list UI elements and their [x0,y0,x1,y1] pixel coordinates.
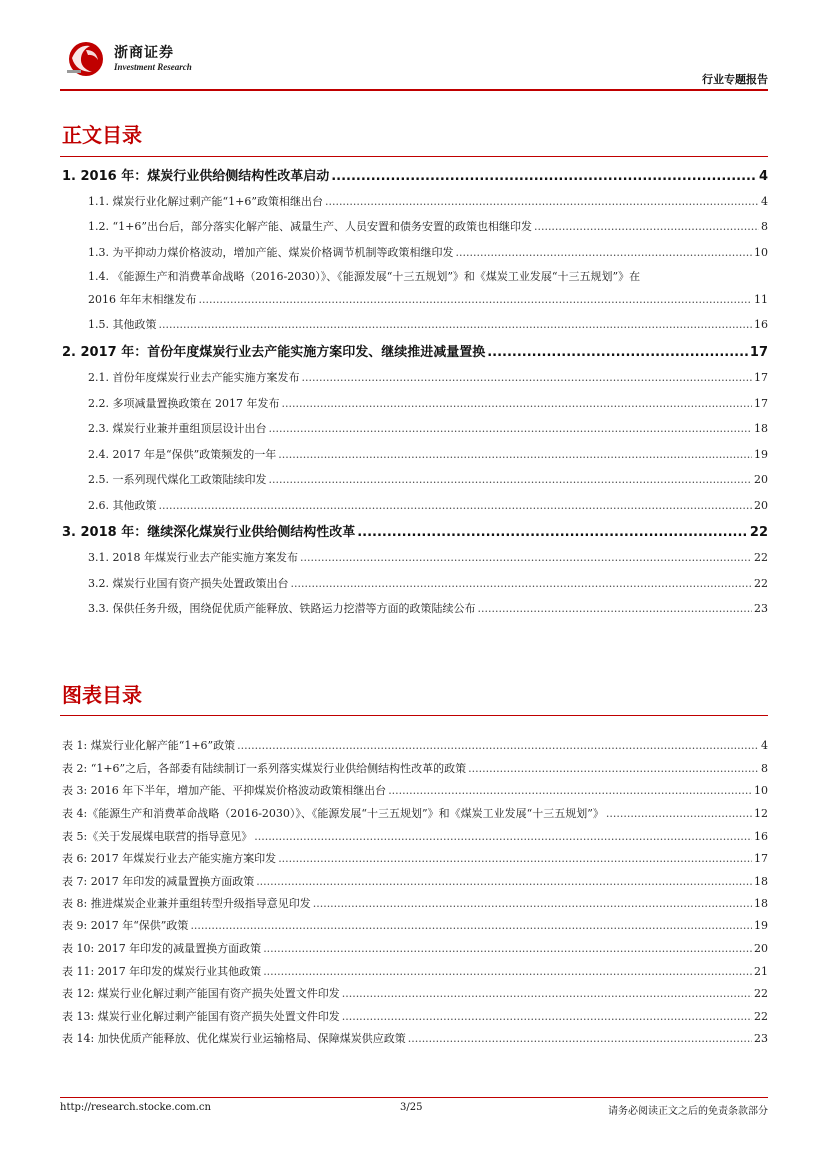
toc-entry-label-line2: 2016 年年末相继发布 [88,293,197,306]
leader-dots [269,473,753,486]
figure-entry[interactable] [62,782,768,798]
figure-entry-page: 19 [754,919,768,932]
toc-entry-page: 22 [749,525,768,540]
figure-entry[interactable] [62,1030,768,1046]
footer-disclaimer: 请务必阅读正文之后的免责条款部分 [608,1106,768,1117]
figures-title-divider [60,715,768,716]
figure-entry[interactable] [62,963,768,979]
page-header [60,38,768,88]
figure-entry-page: 12 [754,807,768,820]
toc-entry-label: 3.1. 2018 年煤炭行业去产能实施方案发布 [88,551,298,564]
figure-entry[interactable] [62,737,768,753]
leader-dots [477,602,752,615]
figure-entry-page: 8 [761,762,768,775]
figure-entry-page: 18 [754,897,768,910]
leader-dots [606,807,752,820]
toc-entry[interactable] [88,549,768,565]
company-name-en: Investment Research [114,62,192,72]
toc-entry[interactable] [62,521,768,540]
leader-dots [190,919,752,932]
figure-entry[interactable] [62,940,768,956]
figure-entry-label: 表 11: 2017 年印发的煤炭行业其他政策 [62,965,262,978]
figure-entry[interactable] [62,828,768,844]
figure-entry-page: 17 [754,852,768,865]
figure-entry-label: 表 14: 加快优质产能释放、优化煤炭行业运输格局、保障煤炭供应政策 [62,1032,406,1045]
toc-entry-page: 20 [754,473,768,486]
leader-dots [159,318,753,331]
figure-entry-page: 22 [754,987,768,1000]
toc-entry-page: 17 [749,345,768,360]
company-name-cn: 浙商证券 [114,45,174,61]
toc-entry-label: 2.5. 一系列现代煤化工政策陆续印发 [88,473,267,486]
toc-entry-page: 22 [754,577,768,590]
leader-dots [199,293,753,306]
zheshang-logo-icon [64,38,108,78]
footer-divider [60,1097,768,1098]
toc-entry-page: 11 [754,293,768,306]
leader-dots [325,195,759,208]
toc-entry-label: 3.3. 保供任务升级，围绕促优质产能释放、铁路运力挖潜等方面的政策陆续公布 [88,602,476,615]
leader-dots [342,1010,752,1023]
leader-dots [281,397,752,410]
leader-dots [331,169,757,184]
leader-dots [159,499,753,512]
figure-entry-label: 表 13: 煤炭行业化解过剩产能国有资产损失处置文件印发 [62,1010,340,1023]
leader-dots [256,875,752,888]
toc-entry-page: 8 [761,220,768,233]
figure-entry[interactable] [62,760,768,776]
toc-entry-page: 16 [754,318,768,331]
figure-entry-label: 表 5:《关于发展煤电联营的指导意见》 [62,830,253,843]
figure-entry-label: 表 1: 煤炭行业化解产能“1+6”政策 [62,739,236,752]
toc-entry[interactable] [88,193,768,209]
figure-entry-label: 表 3: 2016 年下半年，增加产能、平抑煤炭价格波动政策相继出台 [62,784,387,797]
figure-entry-label: 表 4:《能源生产和消费革命战略（2016-2030）》、《能源发展“十三五规划”》和《煤炭工业发展“十三五规划”》 [62,807,604,820]
leader-dots [534,220,759,233]
toc-entry-label: 1.2. “1+6”出台后，部分落实化解产能、减量生产、人员安置和债务安置的政策也相继印发 [88,220,532,233]
report-type: 行业专题报告 [702,73,768,86]
toc-entry-label: 1.5. 其他政策 [88,318,157,331]
leader-dots [263,942,752,955]
leader-dots [278,852,752,865]
toc-entry-label: 1.1. 煤炭行业化解过剩产能“1+6”政策相继出台 [88,195,323,208]
leader-dots [388,784,752,797]
toc-entry-page: 19 [754,448,768,461]
toc-entry-page: 18 [754,422,768,435]
toc-entry-label: 2.6. 其他政策 [88,499,157,512]
figure-entry-page: 22 [754,1010,768,1023]
leader-dots [302,371,753,384]
figure-entry-label: 表 8: 推进煤炭企业兼并重组转型升级指导意见印发 [62,897,311,910]
figure-entry-label: 表 7: 2017 年印发的减量置换方面政策 [62,875,255,888]
figure-entry-label: 表 6: 2017 年煤炭行业去产能实施方案印发 [62,852,277,865]
figure-entry-label: 表 12: 煤炭行业化解过剩产能国有资产损失处置文件印发 [62,987,340,1000]
toc-entry-page: 22 [754,551,768,564]
leader-dots [487,345,748,360]
toc-entry[interactable] [88,316,768,332]
toc-title: 正文目录 [62,123,142,147]
toc-entry[interactable] [88,244,768,260]
toc-entry[interactable] [62,165,768,184]
toc-entry[interactable] [88,369,768,385]
leader-dots [291,577,753,590]
leader-dots [278,448,752,461]
leader-dots [313,897,752,910]
leader-dots [468,762,759,775]
toc-entry-label: 2.3. 煤炭行业兼并重组顶层设计出台 [88,422,267,435]
toc-entry-label: 2.1. 首份年度煤炭行业去产能实施方案发布 [88,371,300,384]
toc-entry-page: 4 [761,195,768,208]
figure-entry-page: 4 [761,739,768,752]
leader-dots [357,525,748,540]
toc-entry-page: 20 [754,499,768,512]
leader-dots [263,965,752,978]
figure-entry-page: 20 [754,942,768,955]
toc-entry-page: 10 [754,246,768,259]
toc-entry-label: 2. 2017 年：首份年度煤炭行业去产能实施方案印发、继续推进减量置换 [62,345,486,360]
toc-entry-label: 1. 2016 年：煤炭行业供给侧结构性改革启动 [62,169,330,184]
figure-entry-page: 21 [754,965,768,978]
toc-entry[interactable] [88,471,768,487]
figure-entry-page: 16 [754,830,768,843]
figure-entry[interactable] [62,805,768,821]
figure-entry[interactable] [62,1008,768,1024]
toc-entry-page: 23 [754,602,768,615]
figure-entry[interactable] [62,850,768,866]
toc-entry-page: 17 [754,397,768,410]
toc-entry-page: 17 [754,371,768,384]
toc-entry[interactable] [88,600,768,616]
toc-entry[interactable] [88,395,768,411]
toc-entry[interactable] [88,575,768,591]
figure-entry-label: 表 2: “1+6”之后，各部委有陆续制订一系列落实煤炭行业供给侧结构性改革的政策 [62,762,467,775]
footer-page-number: 3/25 [400,1102,423,1113]
leader-dots [456,246,753,259]
leader-dots [269,422,753,435]
leader-dots [342,987,752,1000]
leader-dots [300,551,752,564]
toc-entry-label: 1.3. 为平抑动力煤价格波动，增加产能、煤炭价格调节机制等政策相继印发 [88,246,454,259]
figure-entry-page: 18 [754,875,768,888]
toc-entry[interactable] [88,218,768,234]
figure-entry-label: 表 9: 2017 年“保供”政策 [62,919,189,932]
leader-dots [254,830,752,843]
leader-dots [237,739,759,752]
toc-title-divider [60,156,768,157]
toc-entry-label-line1[interactable]: 1.4. 《能源生产和消费革命战略（2016-2030）》、《能源发展“十三五规划”》和《煤炭工业发展“十三五规划”》在 [88,270,641,283]
toc-entry[interactable] [88,497,768,513]
figure-entry[interactable] [62,895,768,911]
figure-entry[interactable] [62,917,768,933]
toc-entry[interactable] [62,341,768,360]
toc-entry-label: 3. 2018 年：继续深化煤炭行业供给侧结构性改革 [62,525,356,540]
toc-entry[interactable] [88,420,768,436]
figure-entry-label: 表 10: 2017 年印发的减量置换方面政策 [62,942,262,955]
toc-entry-label: 3.2. 煤炭行业国有资产损失处置政策出台 [88,577,289,590]
figures-title: 图表目录 [62,683,142,707]
figure-entry-page: 23 [754,1032,768,1045]
toc-entry[interactable] [88,291,768,307]
header-divider [60,89,768,91]
toc-entry[interactable] [88,446,768,462]
toc-entry-label: 2.4. 2017 年是“保供”政策频发的一年 [88,448,277,461]
toc-entry-label: 2.2. 多项减量置换政策在 2017 年发布 [88,397,280,410]
figure-entry-page: 10 [754,784,768,797]
figure-entry[interactable] [62,985,768,1001]
toc-entry-page: 4 [758,169,768,184]
footer-url[interactable]: http://research.stocke.com.cn [60,1102,211,1113]
figure-entry[interactable] [62,873,768,889]
leader-dots [408,1032,752,1045]
